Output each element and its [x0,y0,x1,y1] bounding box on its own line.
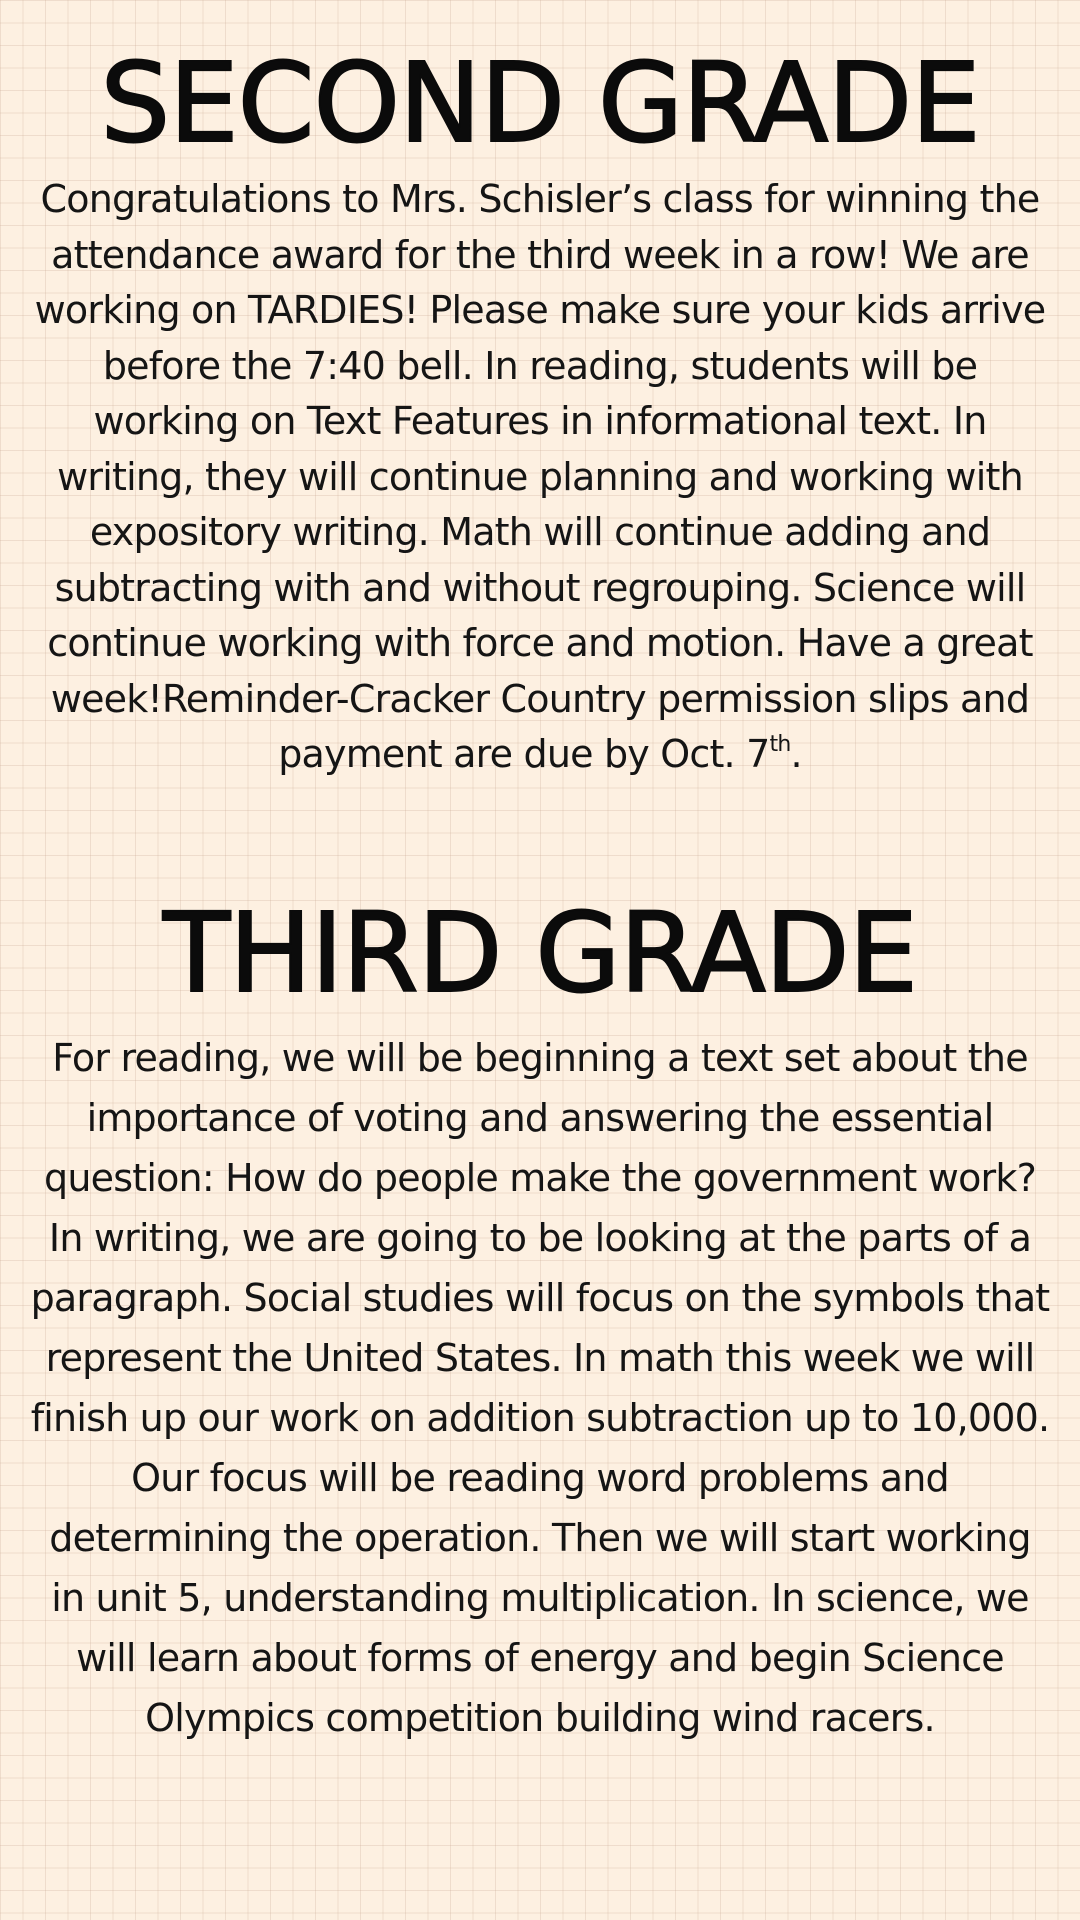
second-grade-date-suffix: th [769,732,791,757]
second-grade-body-end: . [790,732,802,776]
third-grade-title: THIRD GRADE [162,889,918,1017]
second-grade-body [30,172,1050,783]
second-grade-body-text: Congratulations to Mrs. Schisler’s class for winning the attendance award for the third week in a row! We are working on TARDIES! Please make sure your kids arrive before the 7:40 bell. In reading, students will be working on Text Features in informational text. In writing, they will continue planning and working with expository writing. Math will continue adding and subtracting with and without regrouping. Science will continue working with force and motion. Have a great week!Reminder-Cracker Country permission slips and payment are due by Oct. 7 [34,177,1046,776]
third-grade-body: For reading, we will be beginning a text set about the importance of voting and answering the essential question: How do people make the government work? In writing, we are going to be looking at the parts of a paragraph. Social studies will focus on the symbols that represent the United States. In math this week we will finish up our work on addition subtraction up to 10,000. Our focus will be reading word problems and determining the operation. Then we will start working in unit 5, understanding multiplication. In science, we will learn about forms of energy and begin Science Olympics competition building wind racers. [30,1036,1050,1740]
second-grade-title: SECOND GRADE [100,39,980,167]
second-grade-section [30,39,1050,783]
third-grade-section [30,889,1050,1748]
